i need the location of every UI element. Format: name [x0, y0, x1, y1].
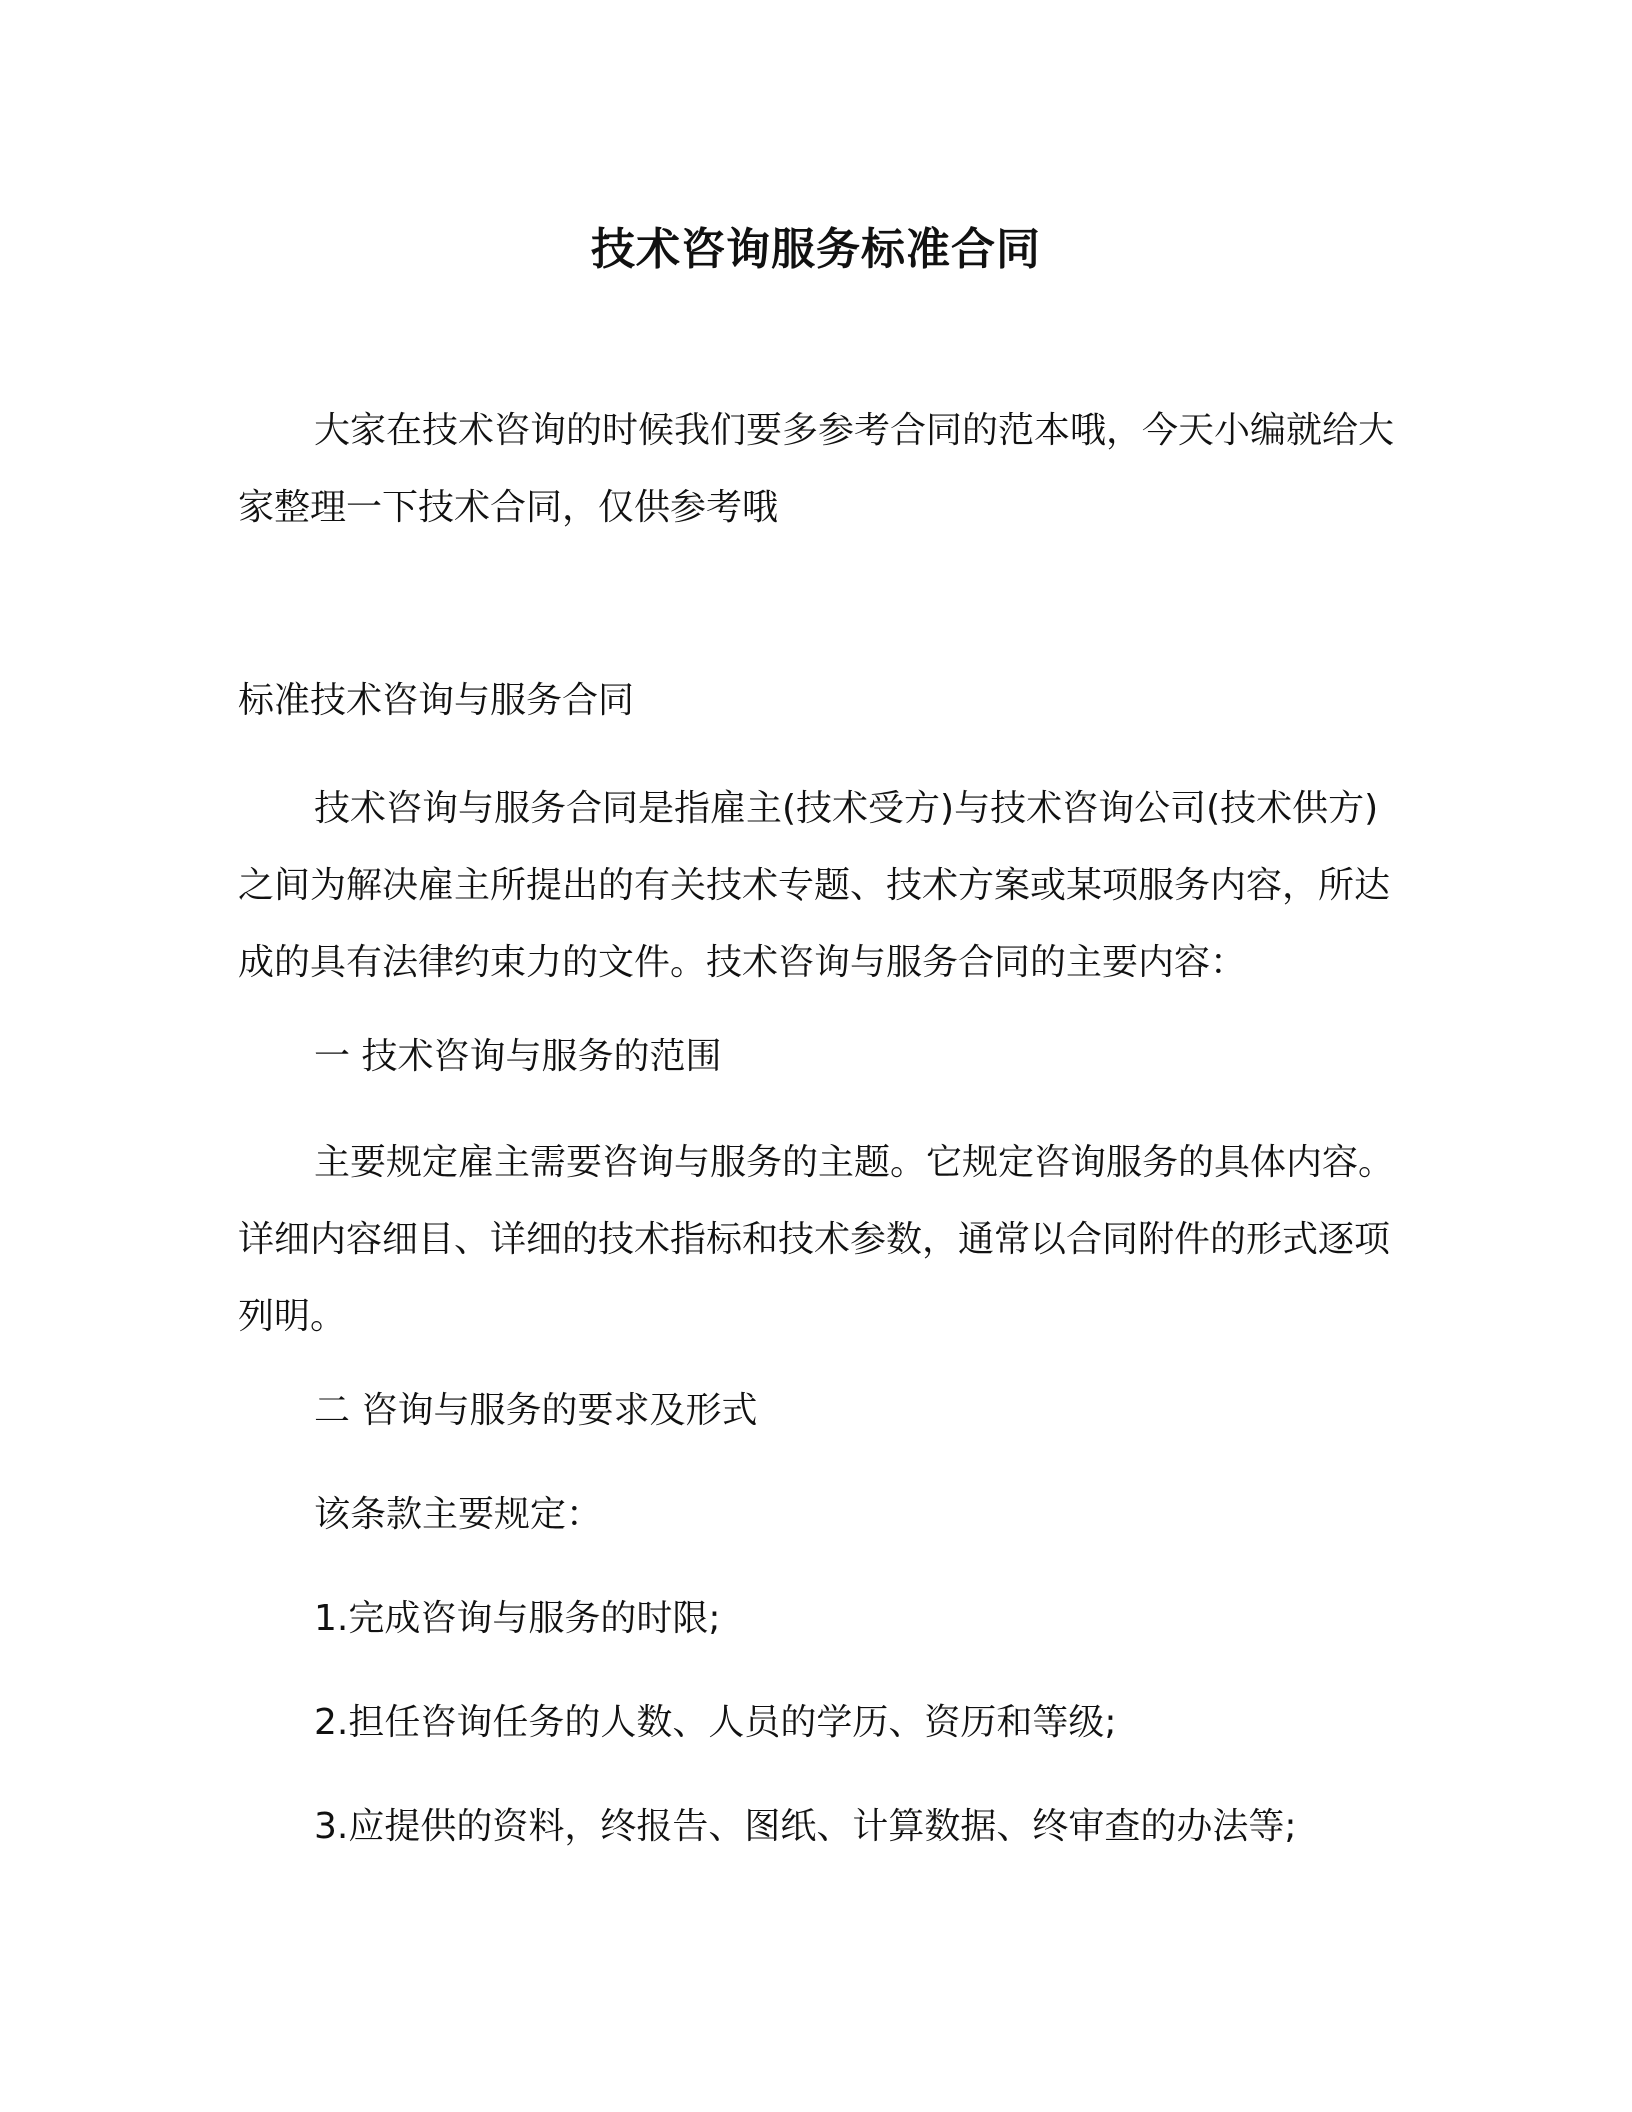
contract-subtitle: 标准技术咨询与服务合同: [238, 680, 635, 721]
intro-paragraph: 大家在技术咨询的时候我们要多参考合同的范本哦，今天小编就给大家整理一下技术合同，仅供参考哦: [238, 410, 1395, 528]
section-1-body: 主要规定雇主需要咨询与服务的主题。它规定咨询服务的具体内容。详细内容细目、详细的技术指标和技术参数，通常以合同附件的形式逐项列明。: [238, 1142, 1395, 1337]
section-2-lead: 该条款主要规定：: [314, 1494, 603, 1535]
definition-paragraph: 技术咨询与服务合同是指雇主(技术受方)与技术咨询公司(技术供方)之间为解决雇主所提出的有关技术专题、技术方案或某项服务内容，所达成的具有法律约束力的文件。技术咨询与服务合同的主要内容：: [238, 788, 1391, 983]
list-item: 2.担任咨询任务的人数、人员的学历、资历和等级;: [314, 1702, 1117, 1743]
document-title: 技术咨询服务标准合同: [591, 224, 1041, 275]
list-item: 3.应提供的资料，终报告、图纸、计算数据、终审查的办法等;: [314, 1806, 1297, 1847]
section-1-heading: 一 技术咨询与服务的范围: [314, 1036, 722, 1077]
list-item: 1.完成咨询与服务的时限;: [314, 1598, 721, 1639]
section-2-heading: 二 咨询与服务的要求及形式: [314, 1390, 758, 1431]
